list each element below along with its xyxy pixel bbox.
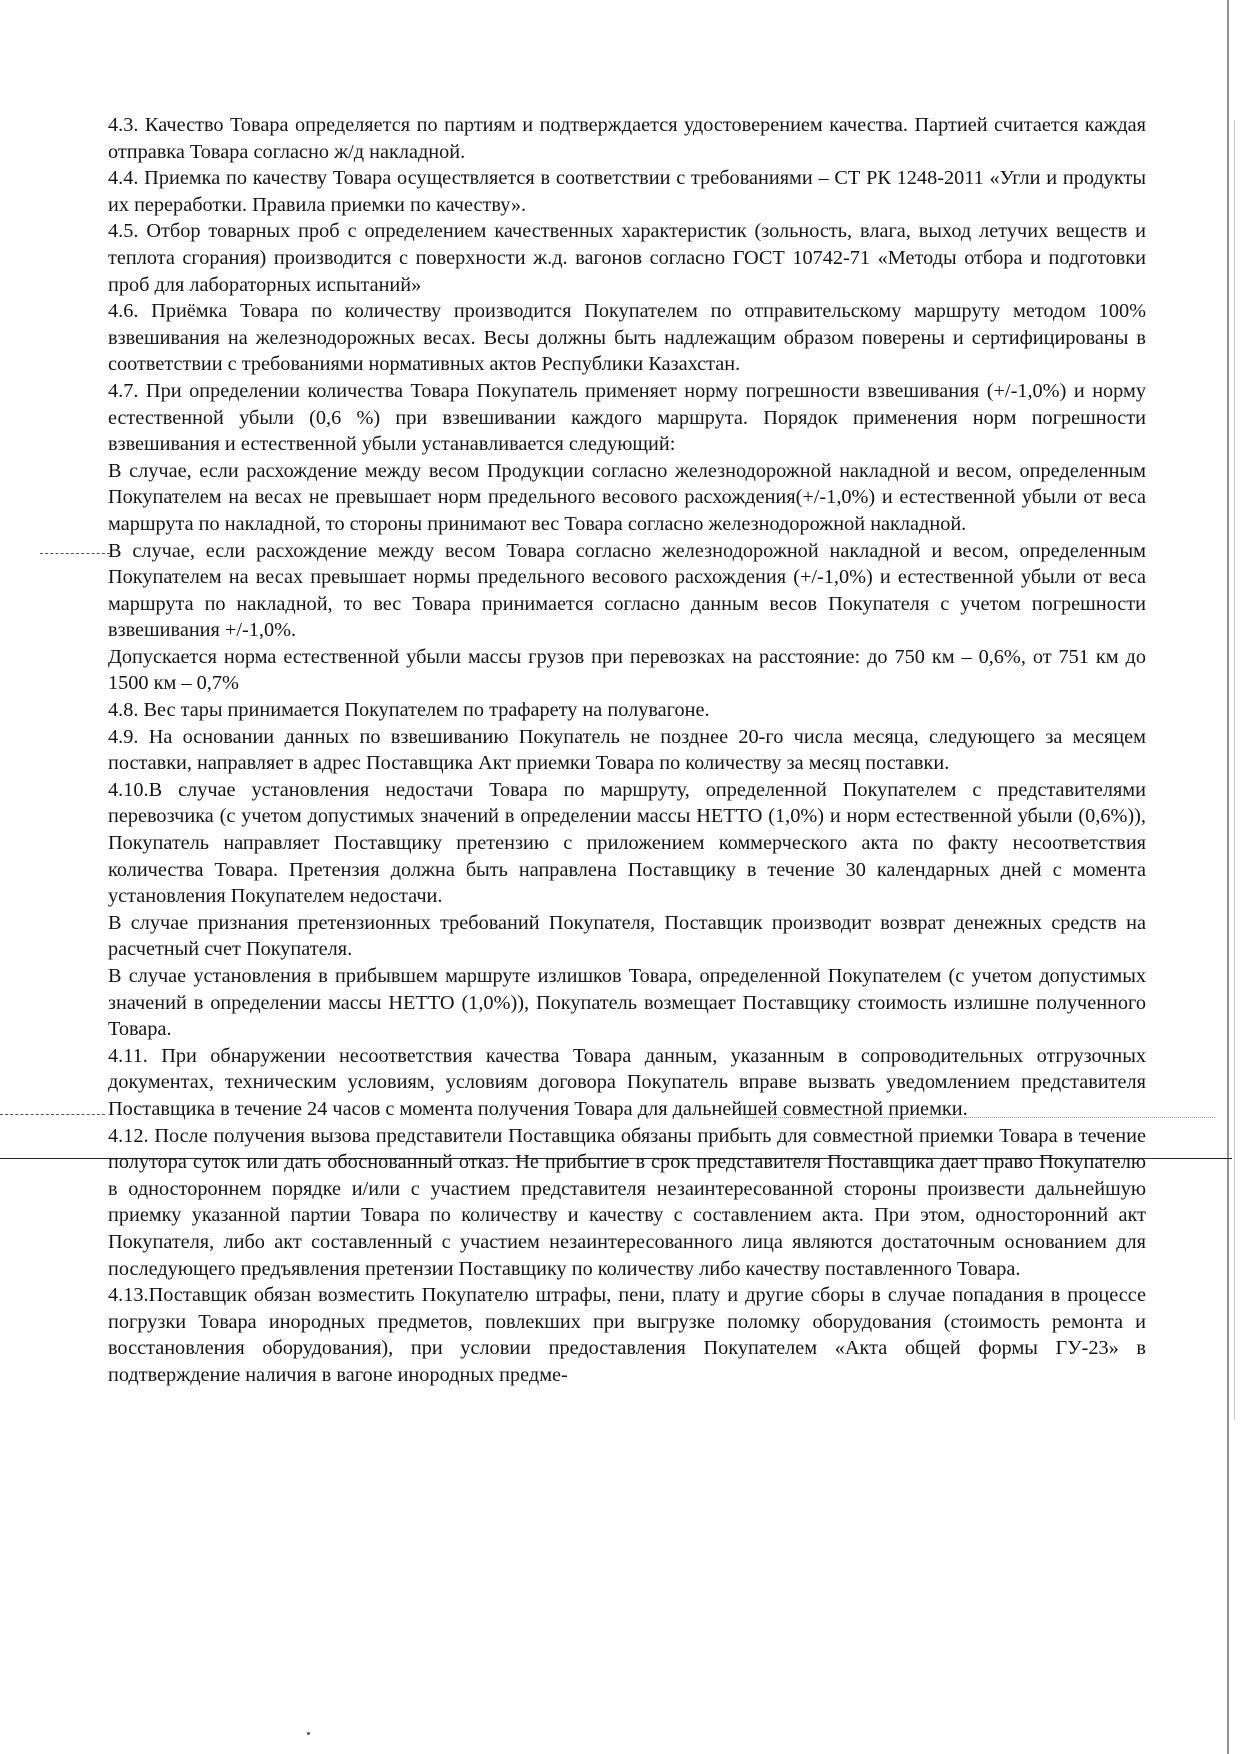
scan-artifact-dash (0, 1114, 105, 1115)
paragraph-4-10-surplus: В случае установления в прибывшем маршруте излишков Товара, определенной Покупателем (с учетом допустимых значений в определении массы НЕТТО (1,0%)), Покупатель возмещает Поставщику стоимость излишне полученного Товара. (108, 965, 1146, 1041)
paragraph-4-3: 4.3. Качество Товара определяется по партиям и подтверждается удостоверением качества. Партией считается каждая отправка Товара согласно ж/д накладной. (108, 114, 1146, 163)
scan-edge-line-faint (1234, 120, 1235, 1420)
paragraph-4-7-case-1: В случае, если расхождение между весом Продукции согласно железнодорожной накладной и весом, определенным Покупателем на весах не превышает норм предельного весового расхождения(+/-1,0%) и естественной убыли от веса маршрута по накладной, то стороны принимают вес Товара согласно железнодорожной накладной. (108, 459, 1146, 535)
document-body (108, 112, 1146, 1389)
paragraph-4-10-refund: В случае признания претензионных требований Покупателя, Поставщик производит возврат денежных средств на расчетный счет Покупателя. (108, 911, 1146, 961)
paragraph-4-12: 4.12. После получения вызова представители Поставщика обязаны прибыть для совместной приемки Товара в течение полутора суток или дать обоснованный отказ. Не прибытие в срок представителя Поставщика дает право Покупателю в одностороннем порядке и/или с участием представителя незаинтересованной стороны произвести дальнейшую приемку указанной партии Товара по количеству и качеству с составлением акта. При этом, односторонний акт Покупателя, либо акт составленный с участием незаинтересованного лица являются достаточным основанием для последующего предъявления претензии Поставщику по количеству либо качеству поставленного Товара. (108, 1124, 1146, 1280)
paragraph-4-5: 4.5. Отбор товарных проб с определением качественных характеристик (зольность, влага, выход летучих веществ и теплота сгорания) производится с поверхности ж.д. вагонов согласно ГОСТ 10742-71 «Методы отбора и подготовки проб для лабораторных испытаний» (108, 220, 1146, 296)
paragraph-4-10: 4.10.В случае установления недостачи Товара по маршруту, определенной Покупателем с представителями перевозчика (с учетом допустимых значений в определении массы НЕТТО (1,0%) и норм естественной убыли (0,6%)), Покупатель направляет Поставщику претензию с приложением коммерческого акта по факту несоответствия количества Товара. Претензия должна быть направлена Поставщику в течение 30 календарных дней с момента установления Покупателем недостачи. (108, 778, 1146, 908)
paragraph-4-6: 4.6. Приёмка Товара по количеству производится Покупателем по отправительскому маршруту методом 100% взвешивания на железнодорожных весах. Весы должны быть надлежащим образом поверены и сертифицированы в соответствии с требованиями нормативных актов Республики Казахстан. (108, 300, 1146, 376)
scan-edge-line (1227, 0, 1229, 1754)
paragraph-4-11: 4.11. При обнаружении несоответствия качества Товара данным, указанным в сопроводительных отгрузочных документах, техническим условиям, условиям договора Покупатель вправе вызвать уведомлением представителя Поставщика в течение 24 часов с момента получения Товара для дальнейшей совместной приемки. (108, 1044, 1146, 1120)
scan-artifact-dash (40, 553, 110, 554)
paragraph-4-7-case-2: В случае, если расхождение между весом Товара согласно железнодорожной накладной и весом, определенным Покупателем на весах превышает нормы предельного весового расхождения (+/-1,0%) и естественной убыли от веса маршрута по накладной, то вес Товара принимается согласно данным весов Покупателя с учетом погрешности взвешивания +/-1,0%. (108, 539, 1146, 642)
paragraph-4-8: 4.8. Вес тары принимается Покупателем по трафарету на полувагоне. (108, 699, 710, 722)
scan-speck (307, 1732, 310, 1735)
paragraph-4-4: 4.4. Приемка по качеству Товара осуществляется в соответствии с требованиями – СТ РК 1248-2011 «Угли и продукты их переработки. Правила приемки по качеству». (108, 167, 1146, 216)
paragraph-4-13: 4.13.Поставщик обязан возместить Покупателю штрафы, пени, плату и другие сборы в случае попадания в процессе погрузки Товара инородных предметов, повлекших при выгрузке поломку оборудования (стоимость ремонта и восстановления оборудования), при условии предоставления Покупателем «Акта общей формы ГУ-23» в подтверждение наличия в вагоне инородных предме- (108, 1284, 1146, 1386)
paragraph-4-7: 4.7. При определении количества Товара Покупатель применяет норму погрешности взвешивания (+/-1,0%) и норму естественной убыли (0,6 %) при взвешивании каждого маршрута. Порядок применения норм погрешности взвешивания и естественной убыли устанавливается следующий: (108, 379, 1146, 456)
paragraph-4-9: 4.9. На основании данных по взвешиванию Покупатель не позднее 20-го числа месяца, следующего за месяцем поставки, направляет в адрес Поставщика Акт приемки Товара по количеству за месяц поставки. (108, 725, 1146, 775)
paragraph-4-7-loss-norm: Допускается норма естественной убыли массы грузов при перевозках на расстояние: до 750 км – 0,6%, от 751 км до 1500 км – 0,7% (108, 645, 1146, 695)
